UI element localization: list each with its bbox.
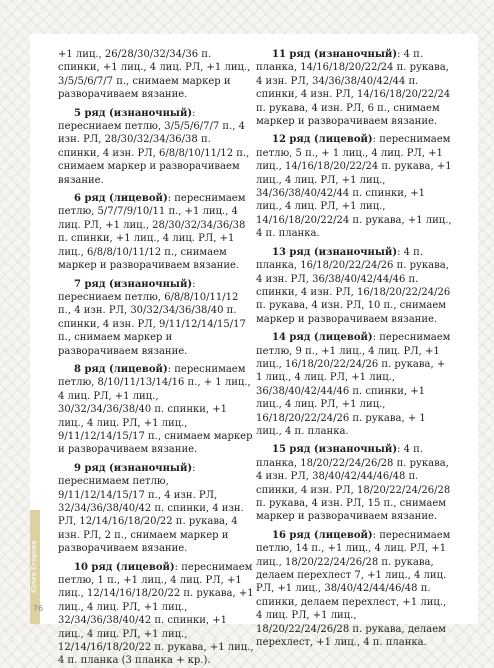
- row-8-heading: 8 ряд (лицевой): [74, 363, 168, 375]
- row-9-text: : переснимаем петлю, 9/11/12/14/15/17 п., 4 изн. РЛ, 32/34/36/38/40/42 п. спинки, 4 изн. РЛ, 12/14/16/18/20/22 п. рукава, 4 изн. РЛ, 2 п., снимаем маркер и разворачиваем вязание.: [58, 462, 244, 555]
- book-page: [30, 34, 478, 667]
- row-5-heading: 5 ряд (изнаночный): [74, 107, 193, 119]
- paragraph-row-9: [58, 462, 254, 556]
- paragraph-row-10: [58, 561, 254, 668]
- paragraph-row-5: [58, 107, 254, 187]
- row-11-text: : 4 п. планка, 14/16/18/20/22/24 п. рукава, 4 изн. РЛ, 34/36/38/40/42/44 п. спинки, 4 изн. РЛ, 14/16/18/20/22/24 п. рукава, 4 изн. РЛ, 6 п., снимаем маркер и разворачиваем вязание.: [256, 49, 451, 128]
- paragraph-row-11: [256, 48, 452, 128]
- paragraph-row-16: [256, 529, 452, 650]
- row-13-heading: 13 ряд (изнаночный): [272, 246, 398, 258]
- page-number: 76: [32, 604, 44, 613]
- paragraph-continuation: +1 лиц., 26/28/30/32/34/36 п. спинки, +1 лиц., 4 лиц. РЛ, +1 лиц., 3/5/5/6/7/7 п., снимаем маркер и разворачиваем вязание.: [58, 49, 251, 101]
- row-6-heading: 6 ряд (лицевой): [74, 193, 168, 205]
- row-5-text: : пересниаем петлю, 3/5/5/6/7/7 п., 4 изн. РЛ, 28/30/32/34/36/38 п. спинки, 4 изн. РЛ, 6/8/8/10/11/12 п., снимаем маркер и разворачиваем вязание.: [58, 107, 250, 186]
- paragraph-row-13: [256, 246, 452, 326]
- author-side-label: Юлия Егорова: [30, 540, 38, 594]
- row-16-heading: 16 ряд (лицевой): [272, 529, 373, 541]
- row-11-heading: 11 ряд (изнаночный): [272, 49, 398, 60]
- row-10-heading: 10 ряд (лицевой): [74, 561, 175, 573]
- right-text-column: [256, 48, 452, 649]
- paragraph-row-6: [58, 192, 254, 272]
- left-text-column: [58, 48, 254, 668]
- row-16-text: : переснимаем петлю, 14 п., +1 лиц., 4 лиц. РЛ, +1 лиц., 18/20/22/24/26/28 п. рукава, делаем перехлест 7, +1 лиц., 4 лиц. РЛ, +1 лиц., 38/40/42/44/46/48 п. спинки, делаем перехлест, +1 лиц., 4 лиц. РЛ, +1 лиц., 18/20/22/24/26/28 п. рукава, делаем перехлест, +1 лиц., 4 п. планка.: [256, 529, 451, 649]
- row-6-text: : переснимаем петлю, 5/7/7/9/10/11 п., +1 лиц., 4 лиц. РЛ, +1 лиц., 28/30/32/34/36/38 п. спинки, +1 лиц., 4 лиц. РЛ, +1 лиц., 6/8/8/10/11/12 п., снимаем маркер и разворачиваем вязание.: [58, 193, 246, 272]
- row-15-heading: 15 ряд (изнаночный): [272, 444, 398, 456]
- paragraph-row-8: [58, 363, 254, 457]
- row-15-text: : 4 п. планка, 18/20/22/24/26/28 п. рукава, 4 изн. РЛ, 38/40/42/44/46/48 п. спинки, 4 изн. РЛ, 18/20/22/24/26/28 п. рукава, 4 изн. РЛ, 15 п., снимаем маркер и разворачиваем вязание.: [256, 444, 451, 523]
- paragraph-row-7: [58, 278, 254, 358]
- row-7-heading: 7 ряд (изнаночный): [74, 278, 193, 290]
- row-12-text: : переснимаем петлю, 5 п., + 1 лиц., 4 лиц. РЛ, +1 лиц., 14/16/18/20/22/24 п. рукава, +1 лиц., 4 лиц. РЛ, +1 лиц., 34/36/38/40/42/44 п. спинки, +1 лиц., 4 лиц. РЛ, +1 лиц., 14/16/18/20/22/24 п. рукава, +1 лиц., 4 п. планка.: [256, 134, 452, 240]
- row-10-text: : переснимаем петлю, 1 п., +1 лиц., 4 лиц. РЛ, +1 лиц., 12/14/16/18/20/22 п. рукава, +1 лиц., 4 лиц. РЛ, +1 лиц., 32/34/36/38/40/42 п. спинки, +1 лиц., 4 лиц. РЛ, +1 лиц., 12/14/16/18/20/22 п. рукава, +1 лиц., 4 п. планка (3 планка + кр.).: [58, 561, 254, 667]
- paragraph-row-12: [256, 133, 452, 240]
- row-14-heading: 14 ряд (лицевой): [272, 332, 373, 344]
- paragraph-row-15: [256, 443, 452, 523]
- row-13-text: : 4 п. планка, 16/18/20/22/24/26 п. рукава, 4 изн. РЛ, 36/38/40/42/44/46 п. спинки, 4 изн. РЛ, 16/18/20/22/24/26 п. рукава, 4 изн. РЛ, 10 п., снимаем маркер и разворачиваем вязание.: [256, 246, 451, 325]
- row-8-text: : переснимаем петлю, 8/10/11/13/14/16 п., + 1 лиц., 4 лиц. РЛ, +1 лиц., 30/32/34/36/38/40 п. спинки, +1 лиц., 4 лиц. РЛ, +1 лиц., 9/11/12/14/15/17 п., снимаем маркер и разворачиваем вязание.: [58, 363, 253, 456]
- paragraph-row-14: [256, 331, 452, 438]
- row-7-text: : пересниаем петлю, 6/8/8/10/11/12 п., 4 изн. РЛ, 30/32/34/36/38/40 п. спинки, 4 изн. РЛ, 9/11/12/14/15/17 п., снимаем маркер и разворачиваем вязание.: [58, 278, 246, 357]
- row-14-text: : переснимаем петлю, 9 п., +1 лиц., 4 лиц. РЛ, +1 лиц., 16/18/20/22/24/26 п. рукава, + 1 лиц., 4 лиц. РЛ, +1 лиц., 36/38/40/42/44/46 п. спинки, +1 лиц., 4 лиц. РЛ, +1 лиц., 16/18/20/22/24/26 п. рукава, + 1 лиц., 4 п. планка.: [256, 332, 451, 437]
- row-9-heading: 9 ряд (изнаночный): [74, 462, 193, 474]
- row-12-heading: 12 ряд (лицевой): [272, 134, 373, 146]
